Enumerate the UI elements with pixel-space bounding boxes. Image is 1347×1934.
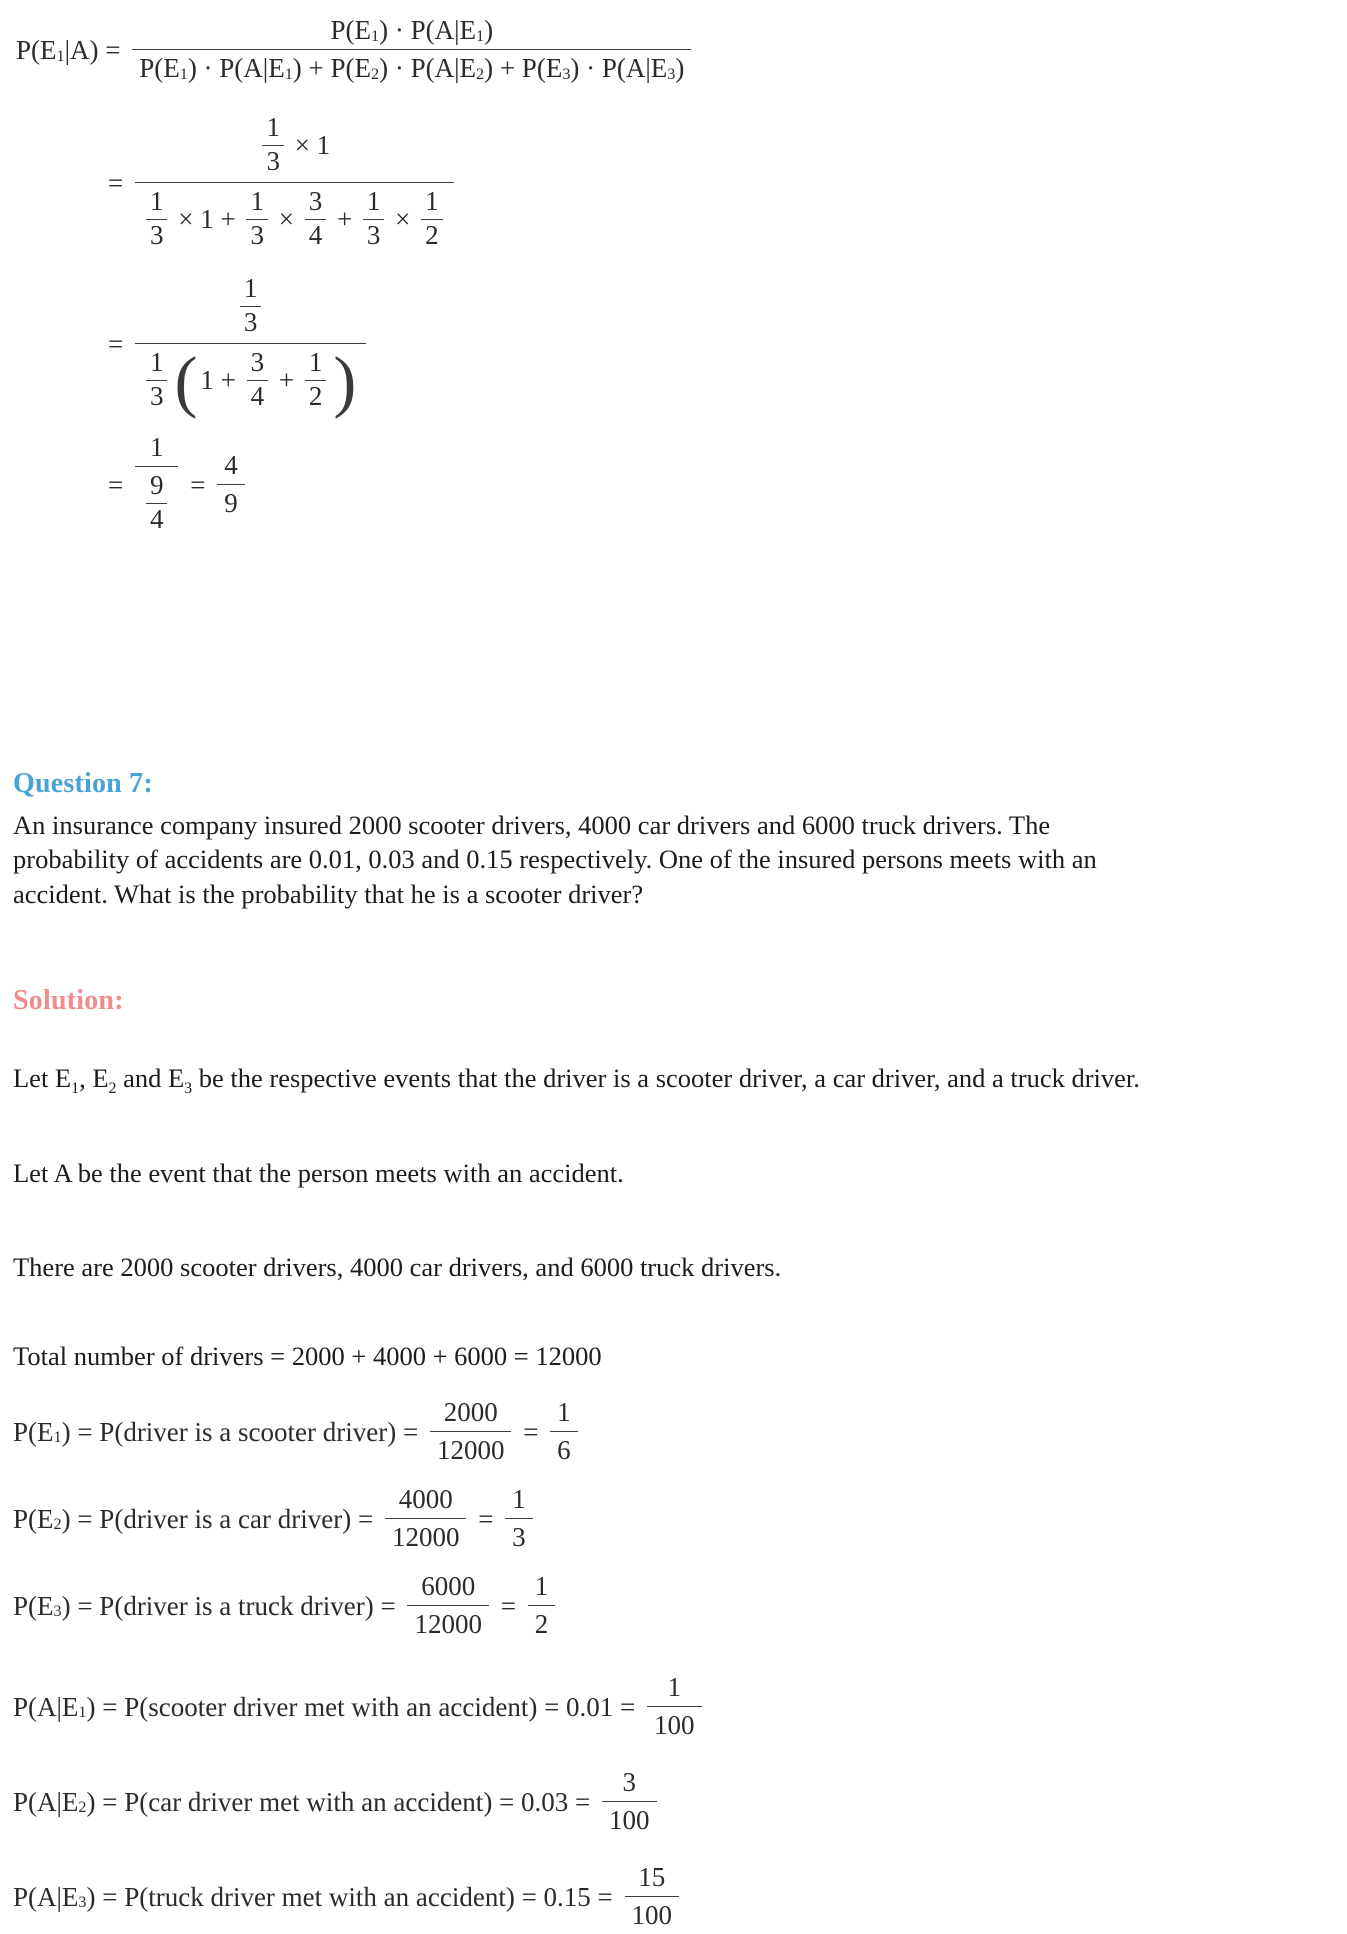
paragraph-let-a: Let A be the event that the person meets with an accident. xyxy=(13,1157,624,1188)
equation-substituted-values: = $\frac{1}{3}$ × 1 $\frac{1}{3}$ × 1 + $\frac{1}{3}$ × $\frac{3}{4}$ + $\frac{1}{3}$ × $\frac{1}{2}$ xyxy=(108,111,1317,256)
equation-accident-given-scooter: P(A|E $_1$ ) = P(scooter driver met with an accident) = 0.01 = $\frac{1}{100}$ xyxy=(13,1671,1317,1744)
equation-accident-given-truck: P(A|E $_3$ ) = P(truck driver met with an accident) = 0.15 = $\frac{15}{100}$ xyxy=(13,1861,1317,1934)
equation-bayes-theorem: P(E $_1$ |A) = P(E $_1$ ) · P(A|E $_1$ ) P(E $_1$ ) · P(A|E $_1$ ) + P(E $_2$ ) · P(A|E $_2$ ) + P(E $_3$ ) · P(A|E $_3$ ) xyxy=(16,14,1317,87)
equation-final-result: = $\frac{1}{\frac{9}{4}}$ = $\frac{4}{9}$ xyxy=(108,431,1317,540)
equation-prob-scooter-driver: P(E $_1$ ) = P(driver is a scooter driver) = $\frac{2000}{12000}$ = $\frac{1}{6}$ xyxy=(13,1396,1317,1469)
line-total-drivers: Total number of drivers = 2000 + 4000 + 6000 = 12000 xyxy=(13,1340,602,1371)
equation-accident-given-car: P(A|E $_2$ ) = P(car driver met with an accident) = 0.03 = $\frac{3}{100}$ xyxy=(13,1766,1317,1839)
equation-prob-truck-driver: P(E $_3$ ) = P(driver is a truck driver) = $\frac{6000}{12000}$ = $\frac{1}{2}$ xyxy=(13,1570,1317,1643)
equation-factored-form: = $\frac{1}{3}$ $\frac{1}{3}$ ( 1 + $\frac{3}{4}$ + $\frac{1}{2}$ ) xyxy=(108,272,1317,417)
solution-heading: Solution: xyxy=(13,985,124,1017)
question-heading: Question 7: xyxy=(13,768,153,799)
paragraph-driver-counts: There are 2000 scooter drivers, 4000 car drivers, and 6000 truck drivers. xyxy=(13,1252,782,1283)
question-text: An insurance company insured 2000 scooter drivers, 4000 car drivers and 6000 truck drivers. The probability of accidents are 0.01, 0.03 and 0.15 respectively. One of the insured persons meets with an accident. What is the probability that he is a scooter driver? xyxy=(13,810,1097,909)
equation-prob-car-driver: P(E $_2$ ) = P(driver is a car driver) = $\frac{4000}{12000}$ = $\frac{1}{3}$ xyxy=(13,1483,1317,1556)
paragraph-let-events: Let $E_1$, $E_2$ and $E_3$ be the respective events that the driver is a scooter driver, a car driver, and a truck driver. xyxy=(13,1063,1140,1097)
